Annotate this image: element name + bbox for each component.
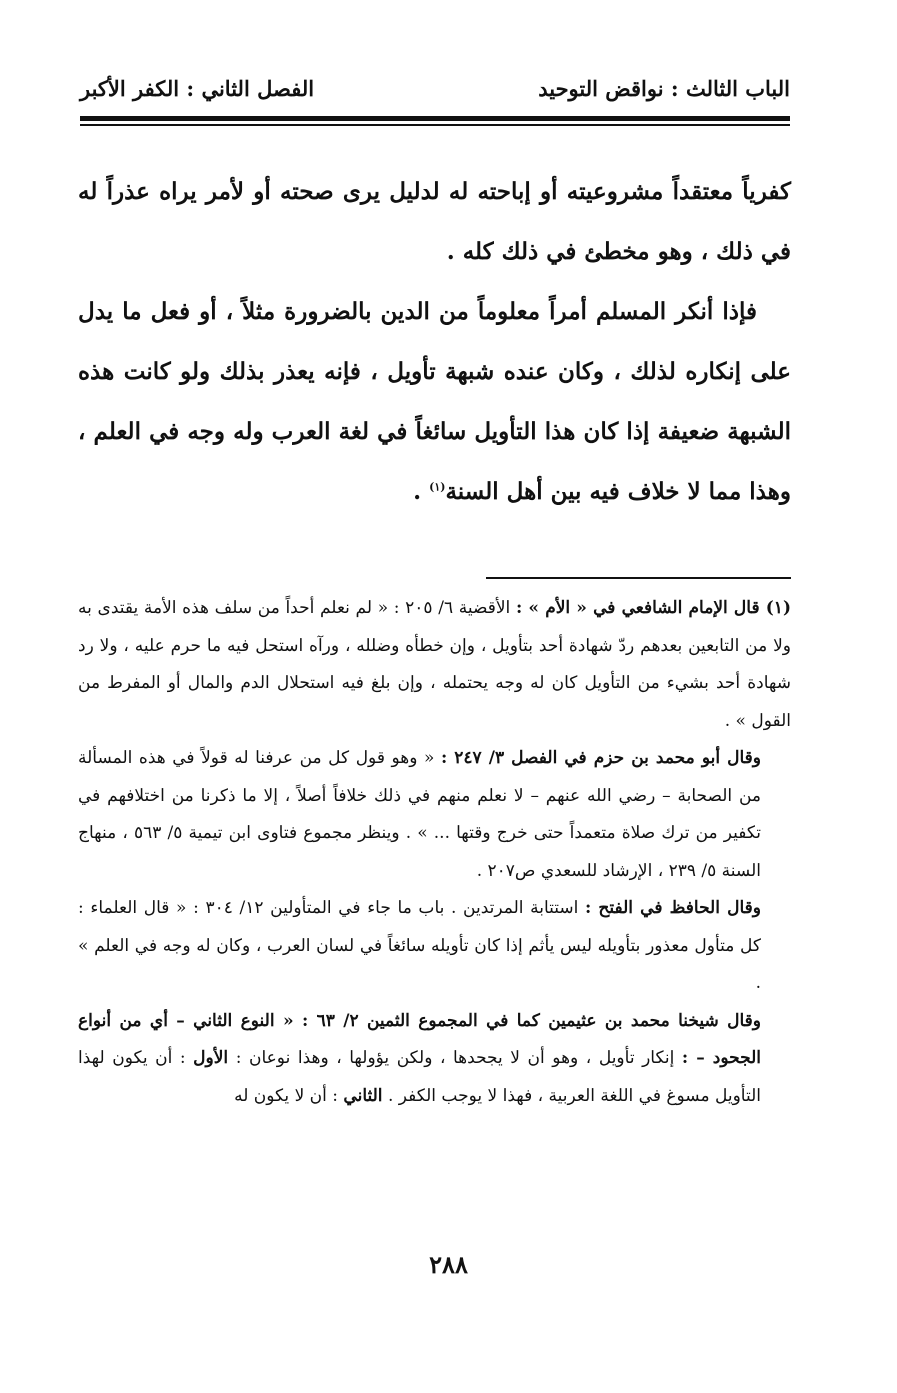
- running-header: [80, 66, 790, 110]
- footnote-1-text: الأقضية ٦/ ٢٠٥ : « لم نعلم أحداً من سلف هذه الأمة يقتدى به ولا من التابعين بعدهم ردّ شهادة أحد بتأويل ، وإن خطأه وضلله ، ورآه استحل فيه ما حرم عليه ، ولا رد شهادة أحد بشيء من التأويل كان له وجه يحتمله ، وإن بلغ فيه استحلال الدم والمال أو المفرط من القول » .: [78, 598, 791, 731]
- footnote-4: [78, 1003, 791, 1116]
- footnote-2-lead: وقال أبو محمد بن حزم في الفصل ٣/ ٢٤٧ :: [440, 748, 761, 768]
- footnote-3-lead: وقال الحافظ في الفتح :: [585, 898, 761, 918]
- footnote-3: [78, 890, 791, 1003]
- footnote-2: [78, 740, 791, 890]
- footnote-2-text: « وهو قول كل من عرفنا له قولاً في هذه المسألة من الصحابة – رضي الله عنهم – لا نعلم منهم في ذلك خلافاً أصلاً ، إلا ما ذكرنا من اختلافهم في تكفير من ترك صلاة متعمداً حتى خرج وقتها ... » . وينظر مجموع فتاوى ابن تيمية ٥/ ٥٦٣ ، منهاج السنة ٥/ ٢٣٩ ، الإرشاد للسعدي ص٢٠٧ .: [78, 748, 761, 881]
- header-part-title: الباب الثالث : نواقض التوحيد: [538, 75, 790, 101]
- footnote-separator: [486, 577, 791, 579]
- page-number: ٢٨٨: [429, 1250, 468, 1279]
- footnote-1: [78, 590, 791, 740]
- main-paragraph-2-end: .: [413, 478, 430, 505]
- footnote-3-text: استتابة المرتدين . باب ما جاء في المتأولين ١٢/ ٣٠٤ : « قال العلماء : كل متأول معذور بتأويله ليس يأثم إذا كان تأويله سائغاً في لسان العرب ، وكان له وجه في العلم » .: [78, 898, 761, 993]
- footnote-4-text-c: : أن لا يكون له: [234, 1085, 344, 1106]
- main-paragraph-1: كفرياً معتقداً مشروعيته أو إباحته له لدليل يرى صحته أو لأمر يراه عذراً له في ذلك ، وهو مخطئ في ذلك كله .: [78, 178, 791, 265]
- footnote-4-second-label: الثاني: [343, 1085, 383, 1106]
- main-text: [78, 162, 791, 522]
- header-chapter-title: الفصل الثاني : الكفر الأكبر: [80, 75, 315, 101]
- header-rule-thick: [80, 116, 790, 121]
- footnote-reference: (١): [429, 480, 446, 494]
- footnote-4-first-label: الأول: [193, 1048, 229, 1068]
- header-rule-thin: [80, 124, 790, 126]
- footnote-4-text-a: إنكار تأويل ، وهو أن لا يجحدها ، ولكن يؤولها ، وهذا نوعان :: [228, 1048, 682, 1068]
- footnotes-section: [78, 590, 791, 1115]
- footnote-4-lead: وقال شيخنا محمد بن عثيمين كما في المجموع الثمين ٢/ ٦٣ : « النوع الثاني – أي من أنواع الجحود – :: [78, 1010, 761, 1068]
- main-paragraph-2: [78, 282, 791, 522]
- footnote-4-text-b: : أن يكون لهذا التأويل مسوغ في اللغة العربية ، فهذا لا يوجب الكفر .: [78, 1048, 761, 1106]
- main-paragraph-2-text: فإذا أنكر المسلم أمراً معلوماً من الدين بالضرورة مثلاً ، أو فعل ما يدل على إنكاره لذلك ، وكان عنده شبهة تأويل ، فإنه يعذر بذلك ولو كانت هذه الشبهة ضعيفة إذا كان هذا التأويل سائغاً في لغة العرب وله وجه في العلم ، وهذا مما لا خلاف فيه بين أهل السنة: [78, 298, 791, 505]
- footnote-1-lead: (١) قال الإمام الشافعي في « الأم » :: [515, 598, 791, 618]
